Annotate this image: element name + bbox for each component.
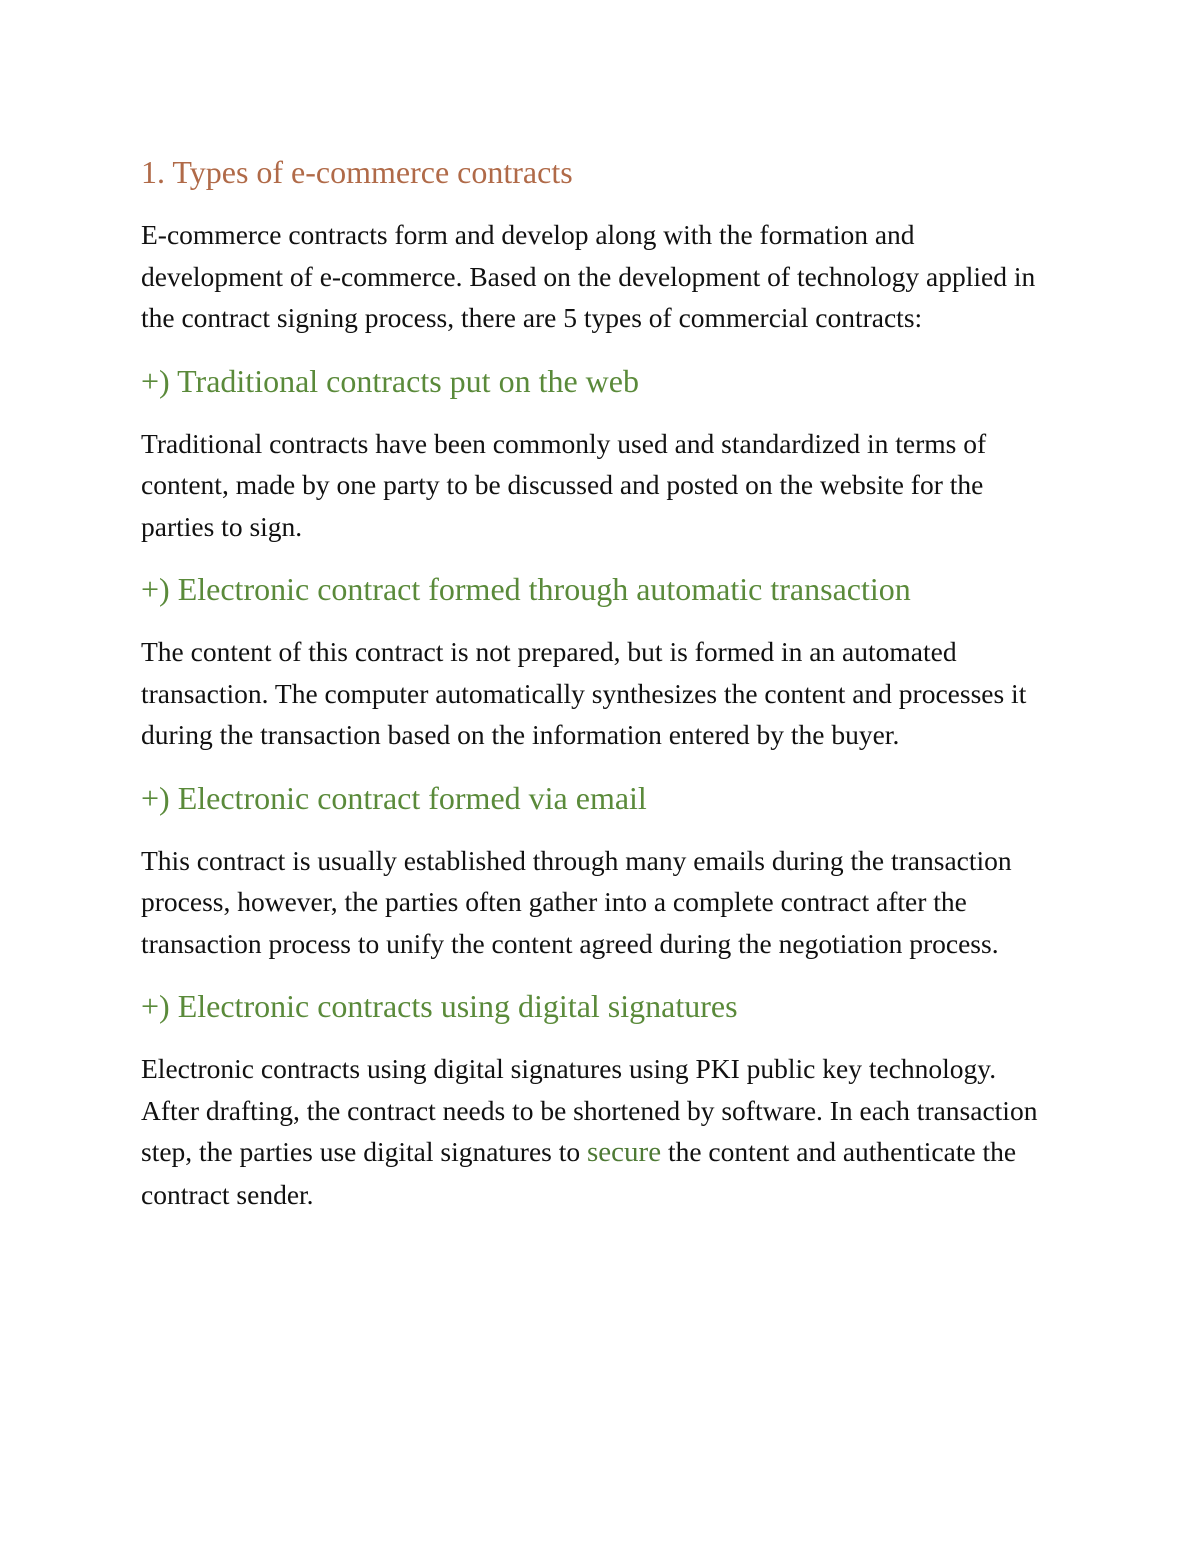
section-heading-automatic: +) Electronic contract formed through automatic transaction [141,571,911,607]
section-body-digital-signatures [141,1048,1046,1215]
section-heading-email: +) Electronic contract formed via email [141,779,647,816]
document-page [141,150,1046,1235]
section-heading-traditional: +) Traditional contracts put on the web [141,362,639,399]
section-heading-digital-signatures: +) Electronic contracts using digital signatures [141,988,738,1024]
section-body-traditional: Traditional contracts have been commonly used and standardized in terms of content, made by one party to be discussed and posted on the website for the parties to sign. [141,427,987,542]
section-body-automatic: The content of this contract is not prepared, but is formed in an automated transaction. The computer automatically synthesizes the content and processes it during the transaction based on the information entered by the buyer. [141,636,1027,750]
accent-word: secure [587,1136,662,1168]
intro-paragraph: E-commerce contracts form and develop along with the formation and development of e-commerce. Based on the development of technology applied in the contract signing process, there are 5 types of commercial contracts: [141,219,1036,333]
section-body-email: This contract is usually established through many emails during the transaction process, however, the parties often gather into a complete contract after the transaction process to unify the content agreed during the negotiation process. [141,844,1012,959]
body-text-end: the content and authenticate the contract sender. [141,1136,1017,1210]
body-text-start: Electronic contracts using digital signatures using PKI public key technology. After drafting, the contract needs to be shortened by software. In each transaction step, the parties use digital signatures to [141,1053,1038,1167]
main-heading: 1. Types of e-commerce contracts [141,154,573,190]
